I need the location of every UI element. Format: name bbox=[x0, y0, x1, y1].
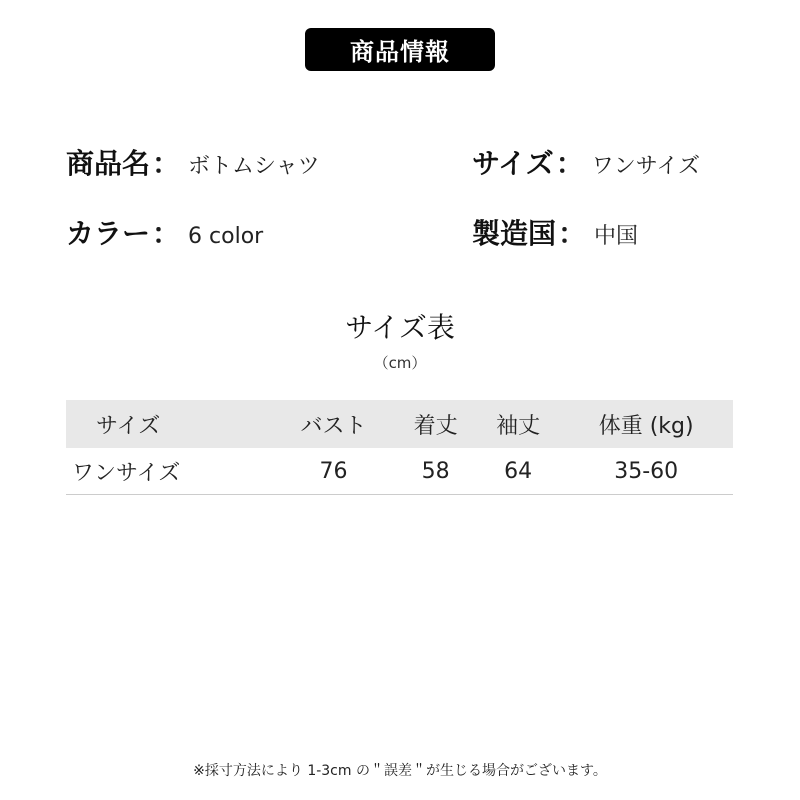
origin-row bbox=[472, 212, 638, 252]
column-header: 体重 (kg) bbox=[559, 400, 733, 448]
section-title-badge bbox=[305, 28, 495, 71]
section-title: 商品情報 bbox=[350, 38, 450, 66]
size-row bbox=[472, 142, 700, 182]
colon: ： bbox=[152, 217, 181, 250]
column-header: 着丈 bbox=[394, 400, 476, 448]
table-cell: 35-60 bbox=[559, 448, 733, 495]
table-cell: 58 bbox=[394, 448, 476, 495]
column-header: サイズ bbox=[66, 400, 273, 448]
colon: ： bbox=[152, 147, 181, 180]
column-header: バスト bbox=[273, 400, 395, 448]
color-row bbox=[66, 212, 263, 252]
column-header: 袖丈 bbox=[477, 400, 559, 448]
measurement-footnote: ※採寸方法により 1-3cm の＂誤差＂が生じる場合がございます。 bbox=[193, 763, 607, 779]
table-cell: ワンサイズ bbox=[66, 448, 273, 495]
color-value: 6 color bbox=[188, 224, 264, 249]
colon: ： bbox=[555, 147, 584, 180]
colon: ： bbox=[558, 217, 587, 250]
table-row bbox=[66, 448, 733, 495]
table-cell: 76 bbox=[273, 448, 395, 495]
size-table bbox=[66, 400, 733, 495]
size-value: ワンサイズ bbox=[591, 154, 701, 179]
table-cell: 64 bbox=[477, 448, 559, 495]
size-label: サイズ bbox=[472, 147, 554, 180]
product-name-row bbox=[66, 142, 320, 182]
color-label: カラー bbox=[66, 217, 151, 250]
product-name-label: 商品名 bbox=[66, 147, 151, 180]
size-chart-title: サイズ表 bbox=[345, 311, 455, 344]
origin-label: 製造国 bbox=[472, 217, 557, 250]
origin-value: 中国 bbox=[594, 224, 639, 249]
product-name-value: ボトムシャツ bbox=[188, 154, 320, 179]
size-chart-unit: （cm） bbox=[373, 354, 427, 372]
table-header-row bbox=[66, 400, 733, 448]
